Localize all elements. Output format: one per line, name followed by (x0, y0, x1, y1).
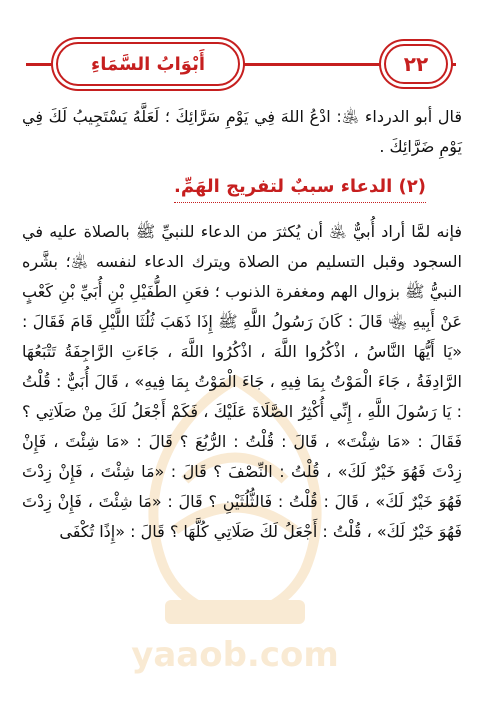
watermark-text: yaaob.com (131, 635, 339, 675)
paragraph-ubayy-hadith: فإنه لمَّا أراد أُبيٌّ ﵁ أن يُكثرَ من الدعاء للنبيِّ ﷺ بالصلاة عليه في السجود وقبل التسليم من الصلاة ويترك الدعاء لنفسه ﵁؛ بشَّره النبيُّ ﷺ بزوال الهم ومغفرة الذنوب ؛ فعَنِ الطُّفَيْلِ بْنِ أُبَيِّ بْنِ كَعْبٍ عَنْ أَبِيهِ ﵄ قَالَ : كَانَ رَسُولُ اللَّهِ ﷺ إِذَا ذَهَبَ ثُلُثَا اللَّيْلِ قَامَ فَقَالَ : «يَا أَيُّهَا النَّاسُ ، اذْكُرُوا اللَّهَ ، اذْكُرُوا اللَّهَ ، جَاءَتِ الرَّاجِفَةُ تَتْبَعُهَا الرَّادِفَةُ ، جَاءَ الْمَوْتُ بِمَا فِيهِ ، جَاءَ الْمَوْتُ بِمَا فِيهِ» ، قَالَ أُبَيٌّ : قُلْتُ : يَا رَسُولَ اللَّهِ ، إِنِّي أُكْثِرُ الصَّلَاةَ عَلَيْكَ ، فَكَمْ أَجْعَلُ لَكَ مِنْ صَلَاتِي ؟ فَقَالَ : «مَا شِئْتَ» ، قَالَ : قُلْتُ : الرُّبُعَ ؟ قَالَ : «مَا شِئْتَ ، فَإِنْ زِدْتَ فَهُوَ خَيْرٌ لَكَ» ، قُلْتُ : النِّصْفَ ؟ قَالَ : «مَا شِئْتَ ، فَإِنْ زِدْتَ فَهُوَ خَيْرٌ لَكَ» ، قَالَ : قُلْتُ : فَالثُّلُثَيْنِ ؟ قَالَ : «مَا شِئْتَ ، فَإِنْ زِدْتَ فَهُوَ خَيْرٌ لَكَ» ، قُلْتُ : أَجْعَلُ لَكَ صَلَاتِي كُلَّهَا ؟ قَالَ : «إِذًا تُكْفَى (22, 222, 462, 541)
page-number: ٢٢ (403, 52, 429, 76)
page-header (26, 40, 456, 88)
book-title: أَبْوَابُ السَّمَاءِ (91, 53, 206, 75)
page-body (22, 102, 462, 547)
book-title-badge (56, 42, 240, 86)
section-heading-text: (٢) الدعاء سببٌ لتفريج الهَمِّ. (174, 172, 426, 203)
page-number-badge (384, 44, 448, 84)
section-heading (22, 172, 462, 203)
paragraph-abu-darda: قال أبو الدرداء ﵁: ادْعُ اللهَ فِي يَوْمِ سَرَّائِكَ ؛ لَعَلَّهُ يَسْتَجِيبُ لَكَ فِي يَوْمِ ضَرَّائِكَ . (22, 107, 462, 156)
